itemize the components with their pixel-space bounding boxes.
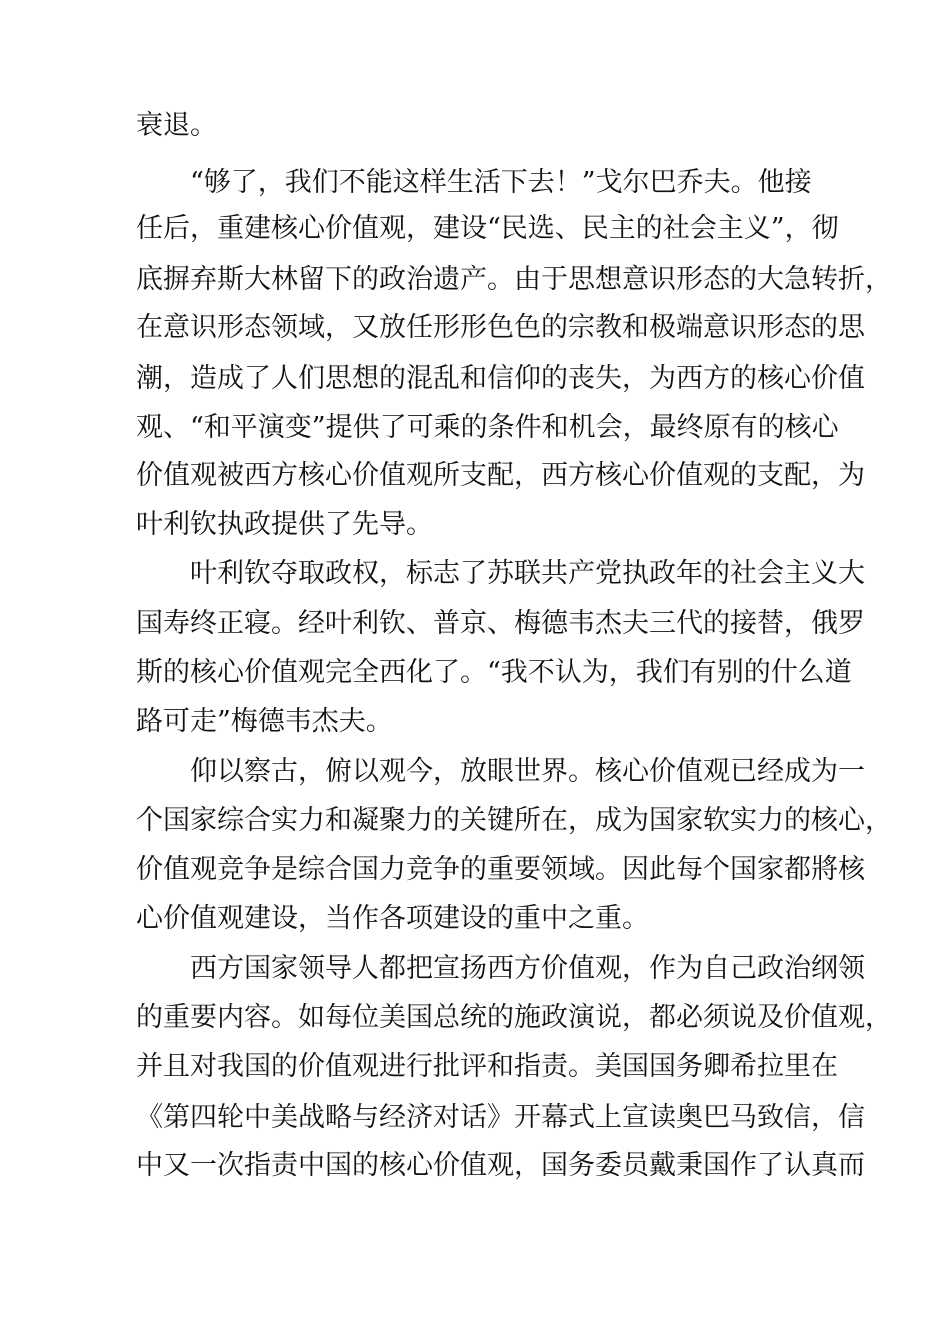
text-line: 叶利钦执政提供了先导。 — [136, 509, 433, 540]
text-line: 叶利钦夺取政权，标志了苏联共产党执政年的社会主义大 — [136, 558, 865, 589]
text-line: 观、“和平演变”提供了可乘的条件和机会，最终原有的核心 — [136, 412, 839, 443]
text-line: 潮，造成了人们思想的混乱和信仰的丧失，为西方的核心价值 — [136, 363, 865, 394]
text-line: 路可走”梅德韦杰夫。 — [136, 706, 393, 737]
text-line: 衰退。 — [136, 110, 217, 141]
text-line: 价值观被西方核心价值观所支配，西方核心价值观的支配，为 — [136, 460, 865, 491]
text-line: 底摒弃斯大林留下的政治遗产。由于思想意识形态的大急转折， — [136, 264, 892, 295]
text-line: 中又一次指责中国的核心价值观，国务委员戴秉国作了认真而 — [136, 1150, 865, 1181]
text-line: 的重要内容。如每位美国总统的施政演说，都必须说及价值观， — [136, 1002, 892, 1033]
text-line: 西方国家领导人都把宣扬西方价值观，作为自己政治纲领 — [136, 953, 865, 984]
text-line: 个国家综合实力和凝聚力的关键所在，成为国家软实力的核心， — [136, 805, 892, 836]
text-line: 价值观竞争是综合国力竞争的重要领域。因此每个国家都將核 — [136, 854, 865, 885]
text-line: 在意识形态领域，又放任形形色色的宗教和极端意识形态的思 — [136, 312, 865, 343]
text-line: 仰以察古，俯以观今，放眼世界。核心价值观已经成为一 — [136, 756, 865, 787]
text-line: 并且对我国的价值观进行批评和指责。美国国务卿希拉里在 — [136, 1051, 838, 1082]
text-line: 《第四轮中美战略与经济对话》开幕式上宣读奥巴马致信，信 — [136, 1102, 865, 1133]
text-line: 斯的核心价值观完全西化了。“我不认为，我们有别的什么道 — [136, 657, 852, 688]
text-line: 心价值观建设，当作各项建设的重中之重。 — [136, 903, 649, 934]
text-line: “够了，我们不能这样生活下去！”戈尔巴乔夫。他接 — [136, 167, 812, 198]
text-line: 国寿终正寝。经叶利钦、普京、梅德韦杰夫三代的接替，俄罗 — [136, 608, 865, 639]
text-line: 任后，重建核心价值观，建设“民选、民主的社会主义”，彻 — [136, 213, 839, 244]
